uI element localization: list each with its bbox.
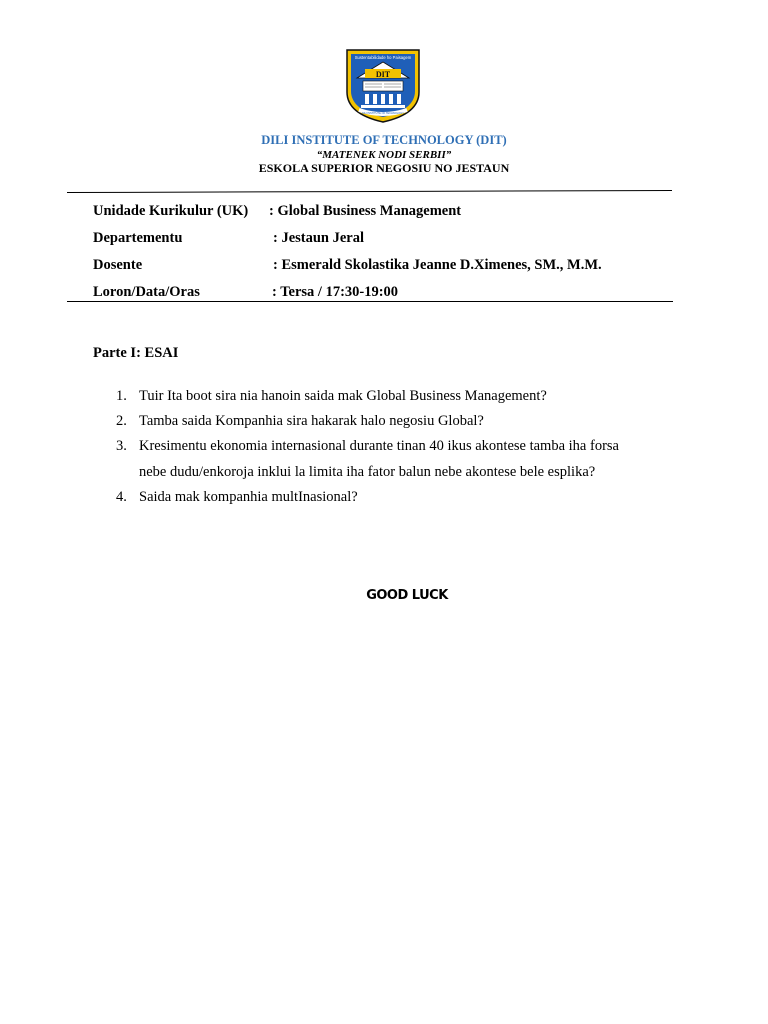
- dit-logo: [345, 48, 421, 124]
- logo-top-text: Sustentabilidade ho Paisagem: [354, 55, 412, 60]
- question-number: 3.: [116, 438, 127, 454]
- question-text: nebe dudu/enkoroja inklui la limita iha fator balun nebe akontese bele esplika?: [139, 464, 596, 480]
- closing-text: GOOD LUCK: [366, 588, 448, 603]
- logo-bottom-text: DILI INSTITUTE OF TECHNOLOGY: [361, 112, 405, 115]
- institute-name: DILI INSTITUTE OF TECHNOLOGY (DIT): [261, 133, 507, 147]
- question-number: 1.: [116, 388, 127, 404]
- question-text: Saida mak kompanhia multInasional?: [139, 489, 358, 505]
- info-value: : Jestaun Jeral: [273, 230, 365, 246]
- question-text: Tuir Ita boot sira nia hanoin saida mak Global Business Management?: [139, 388, 547, 404]
- info-value: : Tersa / 17:30-19:00: [272, 284, 399, 300]
- question-text: Tamba saida Kompanhia sira hakarak halo negosiu Global?: [139, 413, 484, 429]
- bottom-divider: [67, 301, 673, 302]
- question-number: 4.: [116, 489, 127, 505]
- top-divider: [67, 190, 672, 194]
- info-value: : Global Business Management: [269, 203, 462, 219]
- motto: “MATENEK NODI SERBII”: [316, 149, 452, 161]
- info-value: : Esmerald Skolastika Jeanne D.Ximenes, SM., M.M.: [273, 257, 602, 273]
- question-text: Kresimentu ekonomia internasional durante tinan 40 ikus akontese tamba iha forsa: [139, 438, 619, 454]
- info-label: Unidade Kurikulur (UK): [93, 203, 249, 219]
- info-label: Dosente: [93, 257, 143, 273]
- logo-acronym: DIT: [375, 70, 391, 79]
- section-title: Parte I: ESAI: [93, 345, 179, 361]
- info-label: Departementu: [93, 230, 183, 246]
- school-name: ESKOLA SUPERIOR NEGOSIU NO JESTAUN: [258, 161, 510, 175]
- info-label: Loron/Data/Oras: [93, 284, 200, 300]
- question-number: 2.: [116, 413, 127, 429]
